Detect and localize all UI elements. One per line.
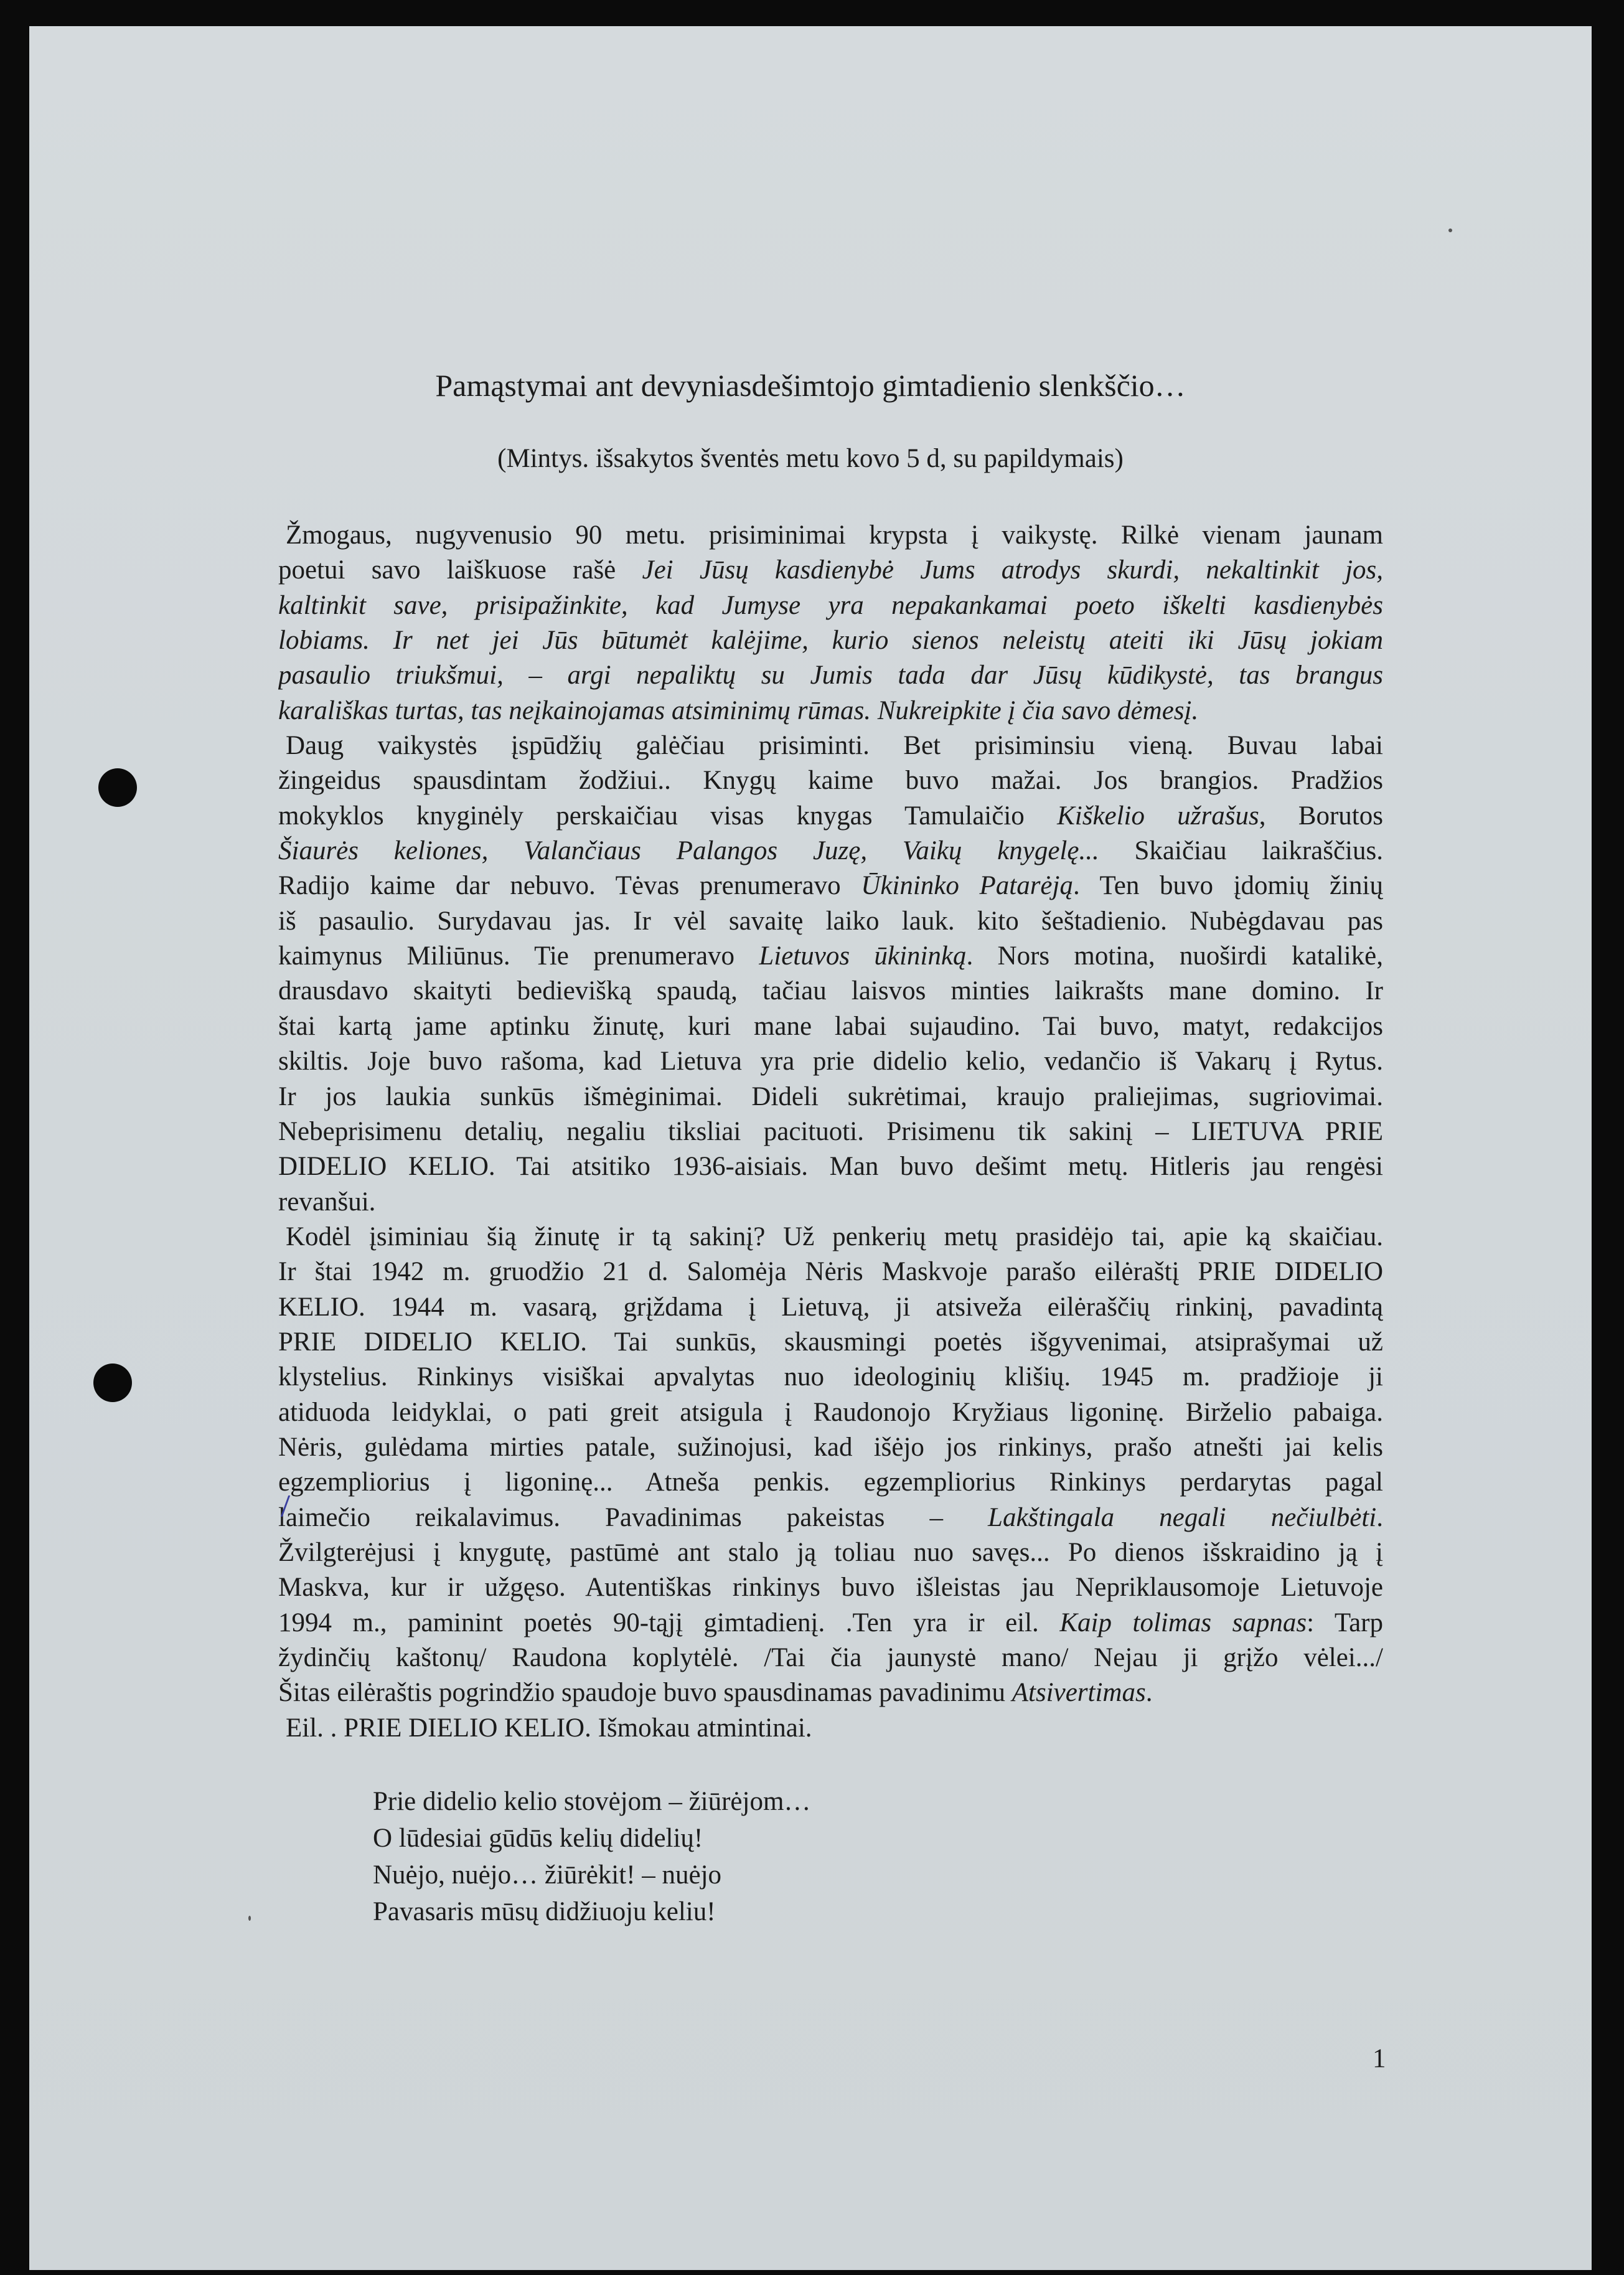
body-line: [278, 1570, 1383, 1605]
text-segment: Žvilgterėjusi į knygutę, pastūmė ant stalo ją toliau nuo savęs... Po dienos išskraidino ją į: [278, 1537, 1383, 1567]
scan-speck: [248, 1916, 251, 1921]
poem-line: Nuėjo, nuėjo… žiūrėkit! – nuėjo: [373, 1860, 722, 1890]
body-line: [278, 1360, 1383, 1395]
italic-quote-text: Kaip tolimas sapnas: [1059, 1608, 1307, 1637]
document-subtitle: (Mintys. išsakytos šventės metu kovo 5 d, su papildymais): [497, 444, 1124, 473]
body-line: [278, 1430, 1383, 1465]
text-segment: , Borutos: [1259, 801, 1383, 831]
text-segment: laimečio reikalavimus. Pavadinimas pakeistas –: [278, 1502, 988, 1532]
italic-quote-text: lobiams. Ir net jei Jūs būtumėt kalėjime, kurio sienos neleistų ateiti iki Jūsų jokiam: [278, 626, 1383, 656]
text-segment: klystelius. Rinkinys visiškai apvalytas nuo ideologinių klišių. 1945 m. pradžioje ji: [278, 1362, 1383, 1392]
text-segment: drausdavo skaityti bedievišką spaudą, tačiau laisvos minties laikrašts mane domino. Ir: [278, 976, 1383, 1006]
body-line: [278, 1500, 1383, 1535]
body-line: [278, 1149, 1383, 1184]
body-line: [278, 1009, 1383, 1044]
text-segment: Žmogaus, nugyvenusio 90 metu. prisiminimai krypsta į vaikystę. Rilkė vienam jaunam: [286, 520, 1383, 550]
text-segment: štai kartą jame aptinku žinutę, kuri mane labai sujaudino. Tai buvo, matyt, redakcijos: [278, 1011, 1383, 1041]
body-line: [278, 1220, 1383, 1255]
text-segment: kaimynus Miliūnus. Tie prenumeravo: [278, 941, 759, 971]
body-line: [278, 1675, 1383, 1710]
body-line: [278, 939, 1383, 974]
italic-quote-text: Jei Jūsų kasdienybė Jums atrodys skurdi, nekaltinkit jos,: [642, 555, 1383, 585]
body-line: [278, 1711, 1383, 1746]
text-segment: skiltis. Joje buvo rašoma, kad Lietuva yra prie didelio kelio, vedančio iš Vakarų į Rytus.: [278, 1047, 1383, 1076]
italic-quote-text: pasaulio triukšmui, – argi nepaliktų su Jumis tada dar Jūsų kūdikystė, tas brangus: [278, 661, 1383, 690]
text-segment: Nėris, gulėdama mirties patale, sužinojusi, kad išėjo jos rinkinys, prašo atnešti jai kelis: [278, 1432, 1383, 1462]
body-line: [278, 694, 1383, 728]
italic-quote-text: karališkas turtas, tas neįkainojamas atsiminimų rūmas. Nukreipkite į čia savo dėmesį.: [278, 695, 1199, 725]
text-segment: . Nors motina, nuoširdi katalikė,: [966, 941, 1383, 971]
italic-quote-text: kaltinkit save, prisipažinkite, kad Jumyse yra nepakankamai poeto iškelti kasdienybės: [278, 590, 1383, 620]
text-segment: Kodėl įsiminiau šią žinutę ir tą sakinį? Už penkerių metų prasidėjo tai, apie ką skaičiau.: [286, 1222, 1383, 1251]
body-line: [278, 623, 1383, 658]
text-segment: 1994 m., paminint poetės 90-tąjį gimtadienį. .Ten yra ir eil.: [278, 1608, 1060, 1637]
body-line: [278, 588, 1383, 623]
body-line: [278, 728, 1383, 763]
body-line: [278, 974, 1383, 1009]
page-number: 1: [1373, 2044, 1386, 2073]
body-line: [278, 1114, 1383, 1149]
body-line: [278, 1641, 1383, 1675]
body-line: [278, 518, 1383, 553]
body-line: [278, 1044, 1383, 1079]
text-segment: egzempliorius į ligoninę... Atneša penkis. egzempliorius Rinkinys perdarytas pagal: [278, 1467, 1383, 1497]
poem-line: O lūdesiai gūdūs kelių didelių!: [373, 1824, 703, 1853]
italic-quote-text: Šiaurės keliones, Valančiaus Palangos Juzę, Vaikų knygelę...: [278, 836, 1099, 866]
text-segment: Nebeprisimenu detalių, negaliu tiksliai pacituoti. Prisimenu tik sakinį – LIETUVA PRIE: [278, 1116, 1383, 1146]
text-segment: .: [1145, 1678, 1153, 1708]
italic-quote-text: Lietuvos ūkininką: [759, 941, 967, 971]
italic-quote-text: Lakštingala negali nečiulbėti: [988, 1502, 1377, 1532]
scan-speck: [1448, 228, 1452, 232]
poem-line: Pavasaris mūsų didžiuoju keliu!: [373, 1897, 716, 1926]
text-segment: .: [1376, 1502, 1383, 1532]
text-segment: Skaičiau laikraščius.: [1099, 836, 1383, 866]
italic-quote-text: Ūkininko Patarėją: [861, 871, 1073, 901]
text-segment: mokyklos knyginėly perskaičiau visas knygas Tamulaičio: [278, 801, 1058, 831]
text-segment: žingeidus spausdintam žodžiui.. Knygų kaime buvo mažai. Jos brangios. Pradžios: [278, 766, 1383, 796]
italic-quote-text: Kiškelio užrašus: [1057, 801, 1259, 831]
poem-quote: [373, 1783, 810, 1930]
text-segment: atiduoda leidyklai, o pati greit atsigula į Raudonojo Kryžiaus ligoninę. Birželio pabaiga.: [278, 1397, 1383, 1427]
body-line: [278, 799, 1383, 834]
document-title: Pamąstymai ant devyniasdešimtojo gimtadienio slenkščio…: [435, 368, 1186, 403]
body-line: [278, 1395, 1383, 1430]
text-segment: Šitas eilėraštis pogrindžio spaudoje buvo spausdinamas pavadinimu: [278, 1678, 1012, 1708]
text-segment: iš pasaulio. Surydavau jas. Ir vėl savaitę laiko lauk. kito šeštadienio. Nubėgdavau pas: [278, 906, 1383, 936]
punch-hole: [98, 768, 137, 807]
text-segment: Ir štai 1942 m. gruodžio 21 d. Salomėja Nėris Maskvoje parašo eilėraštį PRIE DIDELIO: [278, 1257, 1383, 1287]
text-segment: Eil. . PRIE DIELIO KELIO. Išmokau atmintinai.: [286, 1713, 812, 1743]
text-segment: Ir jos laukia sunkūs išmėginimai. Dideli sukrėtimai, kraujo praliejimas, sugriovimai.: [278, 1081, 1383, 1111]
body-text: [278, 518, 1383, 1746]
body-line: [278, 1535, 1383, 1570]
body-line: [278, 1290, 1383, 1325]
body-line: [278, 1185, 1383, 1220]
body-line: [278, 1255, 1383, 1289]
body-line: [278, 834, 1383, 869]
body-line: [278, 763, 1383, 798]
body-line: [278, 869, 1383, 903]
body-line: [278, 1080, 1383, 1114]
text-segment: Maskva, kur ir užgęso. Autentiškas rinkinys buvo išleistas jau Nepriklausomoje Lietuvoje: [278, 1573, 1383, 1603]
document-page: [29, 26, 1592, 2270]
body-line: [278, 553, 1383, 588]
text-segment: DIDELIO KELIO. Tai atsitiko 1936-aisiais. Man buvo dešimt metų. Hitleris jau rengėsi: [278, 1152, 1383, 1182]
text-segment: . Ten buvo įdomių žinių: [1072, 871, 1383, 901]
punch-hole: [93, 1364, 132, 1402]
text-segment: PRIE DIDELIO KELIO. Tai sunkūs, skausmingi poetės išgyvenimai, atsiprašymai už: [278, 1327, 1383, 1357]
body-line: [278, 1465, 1383, 1500]
text-segment: poetui savo laiškuose rašė: [278, 555, 642, 585]
text-segment: žydinčių kaštonų/ Raudona koplytėlė. /Tai čia jaunystė mano/ Nejau ji grįžo vėlei.../: [278, 1643, 1383, 1672]
text-segment: revanšui.: [278, 1187, 376, 1217]
text-segment: Radijo kaime dar nebuvo. Tėvas prenumeravo: [278, 871, 861, 901]
poem-line: Prie didelio kelio stovėjom – žiūrėjom…: [373, 1787, 811, 1816]
text-segment: KELIO. 1944 m. vasarą, grįždama į Lietuvą, ji atsiveža eilėraščių rinkinį, pavadintą: [278, 1292, 1383, 1322]
text-segment: Daug vaikystės įspūdžių galėčiau prisiminti. Bet prisiminsiu vieną. Buvau labai: [286, 731, 1383, 761]
text-segment: : Tarp: [1307, 1608, 1383, 1637]
body-line: [278, 1606, 1383, 1641]
italic-quote-text: Atsivertimas: [1011, 1678, 1146, 1708]
body-line: [278, 904, 1383, 939]
body-line: [278, 1325, 1383, 1360]
body-line: [278, 658, 1383, 693]
